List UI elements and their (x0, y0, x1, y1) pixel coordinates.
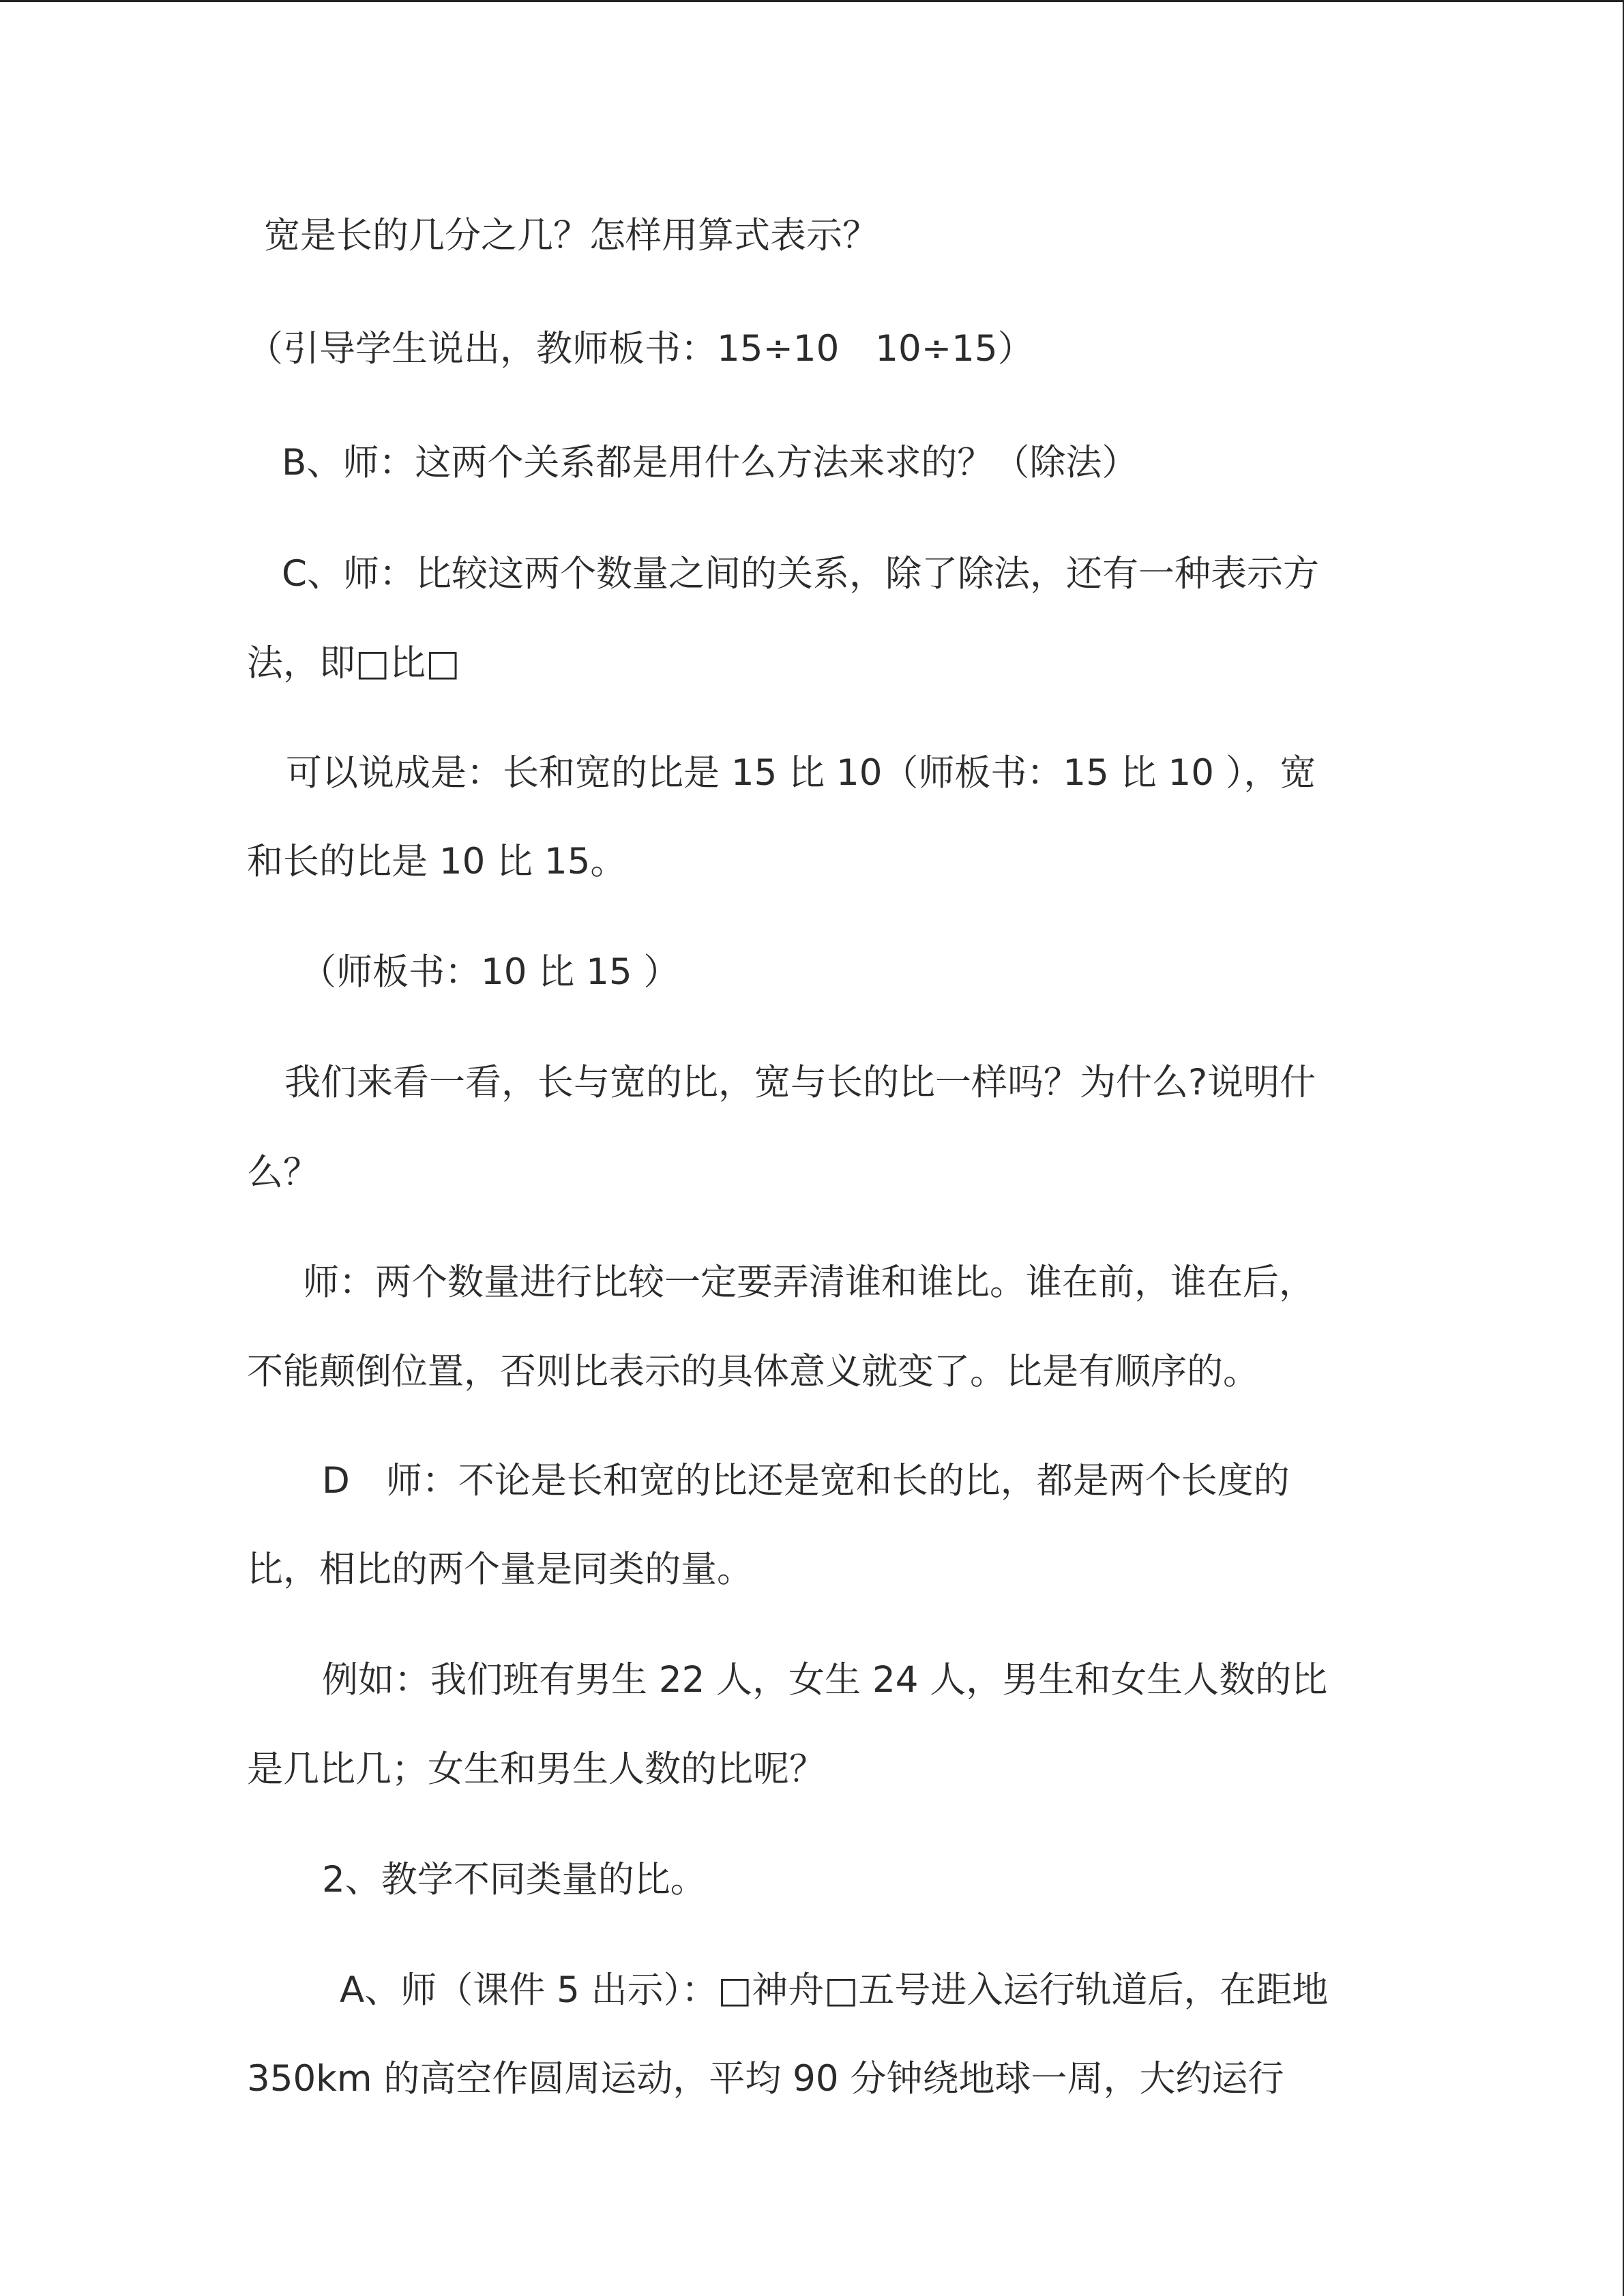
text-line: 可以说成是：长和宽的比是 15 比 10（师板书：15 比 10 ），宽 (286, 752, 1316, 794)
text-line: 法，即□比□ (247, 642, 460, 684)
text-line: 例如：我们班有男生 22 人，女生 24 人，男生和女生人数的比 (322, 1659, 1328, 1701)
text-line: 是几比几；女生和男生人数的比呢？ (247, 1748, 825, 1790)
text-line: A、师（课件 5 出示）：□神舟□五号进入运行轨道后，在距地 (340, 1969, 1329, 2011)
text-line: 我们来看一看，长与宽的比，宽与长的比一样吗？为什么?说明什 (284, 1062, 1316, 1103)
text-line: 不能颠倒位置，否则比表示的具体意义就变了。比是有顺序的。 (247, 1351, 1259, 1392)
text-line: 宽是长的几分之几？怎样用算式表示？ (264, 215, 879, 256)
text-line: 师：两个数量进行比较一定要弄清谁和谁比。谁在前，谁在后， (303, 1262, 1315, 1303)
text-line: 2、教学不同类量的比。 (322, 1859, 707, 1900)
text-line: C、师：比较这两个数量之间的关系，除了除法，还有一种表示方 (282, 553, 1320, 595)
text-line: （师板书：10 比 15 ） (300, 951, 680, 993)
text-line: （引导学生说出，教师板书：15÷10 10÷15） (247, 328, 1034, 370)
text-line: 比，相比的两个量是同类的量。 (247, 1549, 753, 1590)
text-line: 350km 的高空作圆周运动，平均 90 分钟绕地球一周，大约运行 (247, 2058, 1284, 2100)
text-line: 和长的比是 10 比 15。 (247, 841, 627, 882)
text-line: 么？ (247, 1152, 319, 1193)
text-line: B、师：这两个关系都是用什么方法来求的？（除法） (282, 442, 1138, 483)
page-top-border (0, 0, 1624, 2)
text-line: D 师：不论是长和宽的比还是宽和长的比，都是两个长度的 (322, 1460, 1290, 1502)
